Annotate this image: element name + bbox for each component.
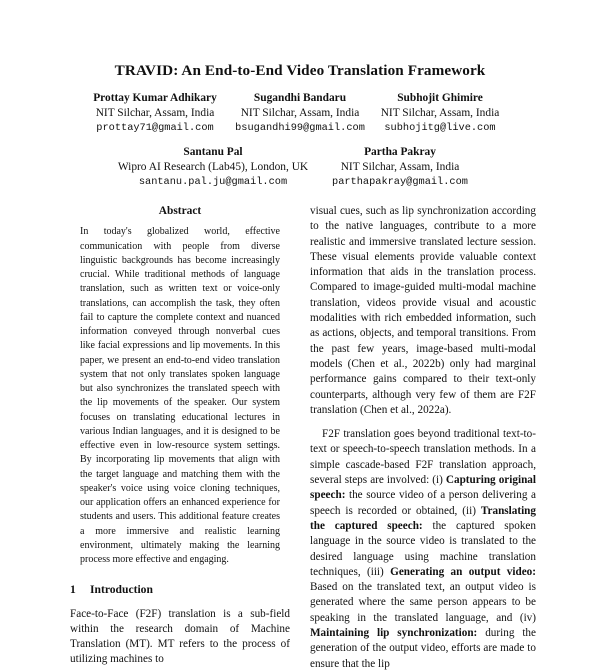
author-email[interactable]: subhojitg@live.com bbox=[384, 122, 496, 134]
abstract-text: In today's globalized world, effective communication with people from diverse linguistic backgrounds has become increasingly crucial. While traditional methods of language translation, such as written text or voice-only translations, can accomplish the task, they often fail to capture the complete context and nuanced information conveyed through nonverbal cues like facial expressions and lip movements. In this paper, we present an end-to-end video translation system that not only translates spoken language but also synchronizes the translated speech with the lip movements of the speaker. Our system focuses on translating educational lectures in various Indian languages, and it is designed to be effective even in low-resource system settings. By incorporating lip movements that align with the target language and matching them with the speaker's voice using voice cloning techniques, our application offers an enhanced experience for students and users. This additional feature creates a more immersive and realistic learning environment, ultimately making the learning process more effective and engaging. bbox=[80, 226, 280, 566]
author-name: Santanu Pal bbox=[183, 146, 243, 158]
author-affiliation: Wipro AI Research (Lab45), London, UK bbox=[117, 161, 309, 173]
para-text: the captured spoken language in the source video is translated to the desired language using machine translation techniques, (iii) bbox=[310, 519, 536, 578]
step-capturing: Capturing original speech: bbox=[310, 474, 537, 502]
abstract-heading: Abstract bbox=[158, 205, 202, 217]
para-text: Based on the translated text, an output video is generated where the same person appears to be speaking in the translated language, and (iv) bbox=[310, 581, 536, 624]
author-name: Partha Pakray bbox=[364, 146, 436, 158]
step-generating: Generating an output video: bbox=[390, 565, 536, 578]
para-text: F2F translation goes beyond traditional text-to-text or speech-to-speech translation methods. In a simple cascade-based F2F translation approach, several steps are involved: (i) bbox=[310, 428, 536, 487]
author-block bbox=[280, 145, 520, 190]
author-affiliation: NIT Silchar, Assam, India bbox=[240, 107, 360, 119]
author-name: Subhojit Ghimire bbox=[397, 92, 483, 104]
author-affiliation: NIT Silchar, Assam, India bbox=[380, 107, 500, 119]
author-name: Prottay Kumar Adhikary bbox=[93, 92, 217, 104]
author-email[interactable]: prottay71@gmail.com bbox=[96, 122, 214, 134]
step-translating: Translating the captured speech: bbox=[310, 504, 536, 532]
right-column bbox=[310, 204, 536, 672]
author-email[interactable]: santanu.pal.ju@gmail.com bbox=[138, 176, 288, 188]
para-text: during the generation of the output video, efforts are made to ensure that the lip bbox=[310, 627, 536, 670]
body-paragraph bbox=[310, 427, 536, 672]
author-email[interactable]: parthapakray@gmail.com bbox=[332, 176, 468, 188]
author-affiliation: NIT Silchar, Assam, India bbox=[95, 107, 215, 119]
author-block bbox=[320, 91, 560, 136]
author-affiliation: NIT Silchar, Assam, India bbox=[340, 161, 460, 173]
section-heading bbox=[70, 582, 290, 597]
left-column bbox=[70, 204, 290, 668]
section-title: Introduction bbox=[90, 583, 153, 597]
para-text: the source video of a person delivering a speech is recorded or obtained, (ii) bbox=[310, 489, 536, 517]
author-email[interactable]: bsugandhi99@gmail.com bbox=[235, 122, 365, 134]
intro-paragraph: Face-to-Face (F2F) translation is a sub-field within the research domain of Machine Translation (MT). MT refers to the process of utilizing machines to bbox=[70, 607, 290, 666]
step-lip-sync: Maintaining lip synchronization: bbox=[310, 627, 478, 640]
section-number: 1 bbox=[70, 583, 76, 597]
paper-title: TRAVID: An End-to-End Video Translation Framework bbox=[114, 62, 486, 79]
author-name: Sugandhi Bandaru bbox=[253, 92, 347, 104]
body-paragraph: visual cues, such as lip synchronization according to the native languages, contribute to a more realistic and immersive translated lecture session. These visual elements provide valuable context information that aids in the translation process. Compared to image-guided multi-modal machine translation, videos provide visual and acoustic modalities with rich embedded information, such as actions, objects, and temporal transitions. From the past few years, image-based multi-modal models (Chen et al., 2022b) only had marginal performance gains compared to their text-only counterparts, although very few of them are F2F translation (Chen et al., 2022a). bbox=[310, 205, 536, 416]
